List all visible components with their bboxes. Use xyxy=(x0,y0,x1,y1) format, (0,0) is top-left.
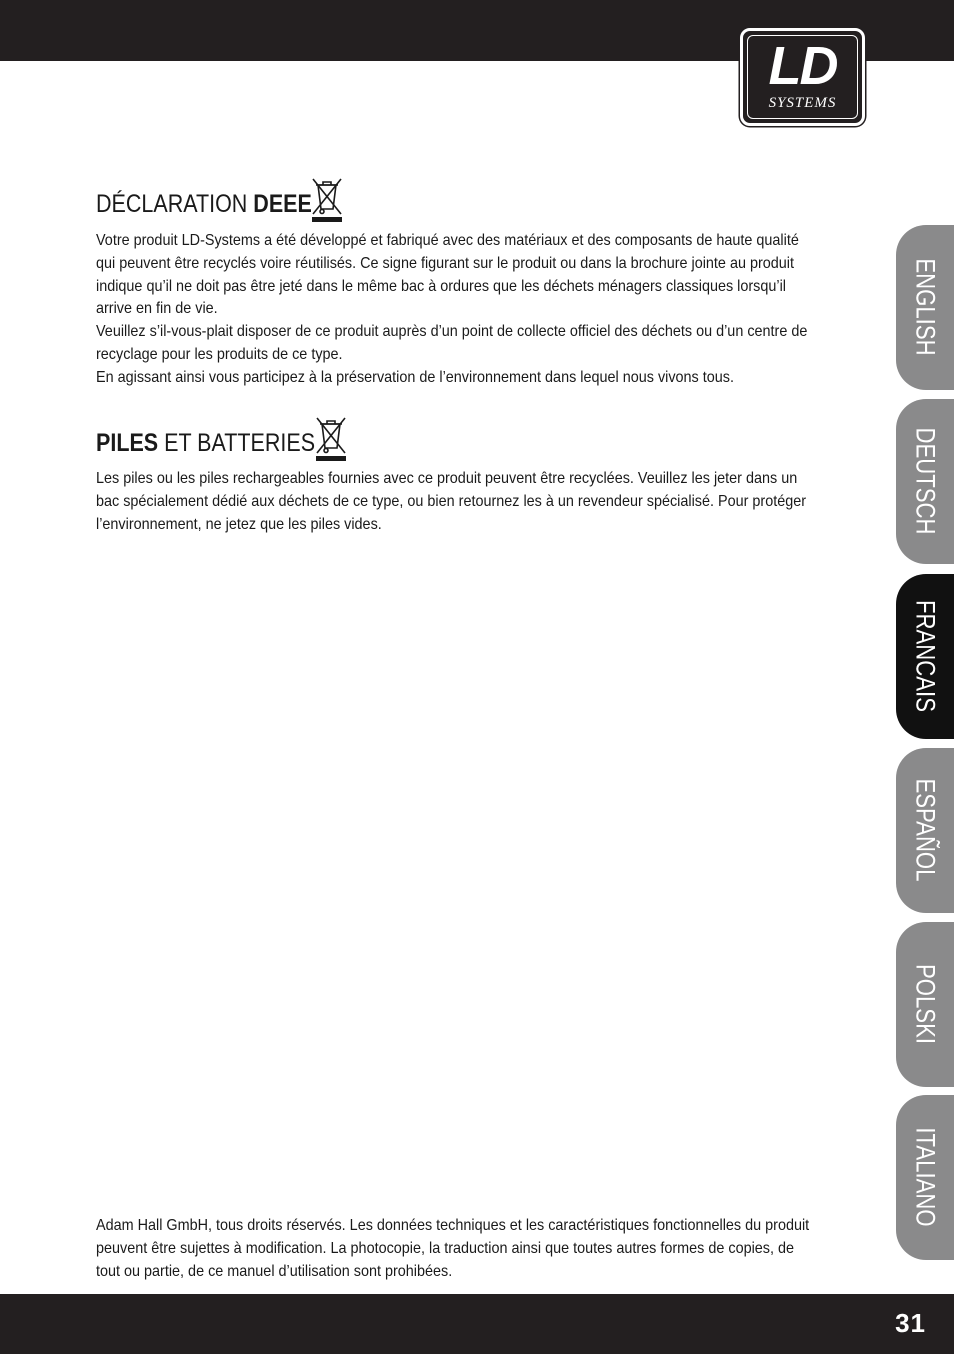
tab-label: POLSKI xyxy=(910,964,941,1044)
text-line: Veuillez s’il-vous-plait disposer de ce produit auprès d’un point de collecte officiel des déchets ou d’un centre de xyxy=(96,323,808,341)
section-heading-deee xyxy=(96,189,312,219)
text-line: En agissant ainsi vous participez à la préservation de l’environnement dans lequel nous vivons tous. xyxy=(96,368,734,386)
text-line: indique qu’il ne doit pas être jeté dans le même bac à ordures que les déchets ménagers classiques lorsqu’il xyxy=(96,277,787,295)
language-tab-english[interactable] xyxy=(896,225,954,390)
tab-label: ESPAÑOL xyxy=(910,778,941,882)
footer-bar xyxy=(0,1294,954,1354)
legal-notice xyxy=(96,1215,810,1283)
crossed-out-wheelie-bin-icon xyxy=(313,415,349,461)
language-tab-polski[interactable] xyxy=(896,922,954,1087)
text-line: tout ou partie, de ce manuel d’utilisation sont prohibées. xyxy=(96,1262,453,1280)
text-line: peuvent être sujettes à modification. La photocopie, la traduction ainsi que toutes autres formes de copies, de xyxy=(96,1239,795,1257)
language-tab-francais[interactable] xyxy=(896,574,954,739)
heading-normal-text: DÉCLARATION xyxy=(96,190,254,218)
text-line: bac spécialement dédié aux déchets de ce type, ou bien retournez les à un revendeur spécialisé. Pour protéger xyxy=(96,492,807,510)
tab-label: FRANCAIS xyxy=(910,600,941,712)
text-line: qui peuvent être recyclés voire réutilisés. Ce signe figurant sur le produit ou dans la brochure jointe au produit xyxy=(96,254,794,272)
language-tab-espanol[interactable] xyxy=(896,748,954,913)
text-line: Adam Hall GmbH, tous droits réservés. Les données techniques et les caractéristiques fonctionnelles du produit xyxy=(96,1217,810,1234)
crossed-out-wheelie-bin-icon xyxy=(309,176,345,222)
language-tab-italiano[interactable] xyxy=(896,1095,954,1260)
section-heading-batteries xyxy=(96,428,315,458)
text-line: Votre produit LD-Systems a été développé et fabriqué avec des matériaux et des composants de haute qualité xyxy=(96,232,799,249)
heading-bold-text: DEEE xyxy=(253,190,312,218)
batteries-paragraph xyxy=(96,468,807,536)
text-line: recyclage pour les produits de ce type. xyxy=(96,345,343,363)
tab-label: DEUTSCH xyxy=(910,427,941,535)
text-line: l’environnement, ne jetez que les piles vides. xyxy=(96,515,382,533)
ld-systems-logo xyxy=(740,28,865,126)
language-tab-deutsch[interactable] xyxy=(896,399,954,564)
heading-bold-text: PILES xyxy=(96,429,159,457)
tab-label: ITALIANO xyxy=(910,1127,941,1227)
deee-paragraph xyxy=(96,230,808,390)
text-line: Les piles ou les piles rechargeables fournies avec ce produit peuvent être recyclées. Veuillez les jeter dans un xyxy=(96,470,798,487)
heading-normal-text: ET BATTERIES xyxy=(158,429,316,457)
tab-label: ENGLISH xyxy=(910,258,941,356)
logo-text-sub: SYSTEMS xyxy=(768,95,837,111)
page-number: 31 xyxy=(895,1308,926,1338)
logo-text-main: LD xyxy=(768,36,837,96)
text-line: arrive en fin de vie. xyxy=(96,300,218,318)
